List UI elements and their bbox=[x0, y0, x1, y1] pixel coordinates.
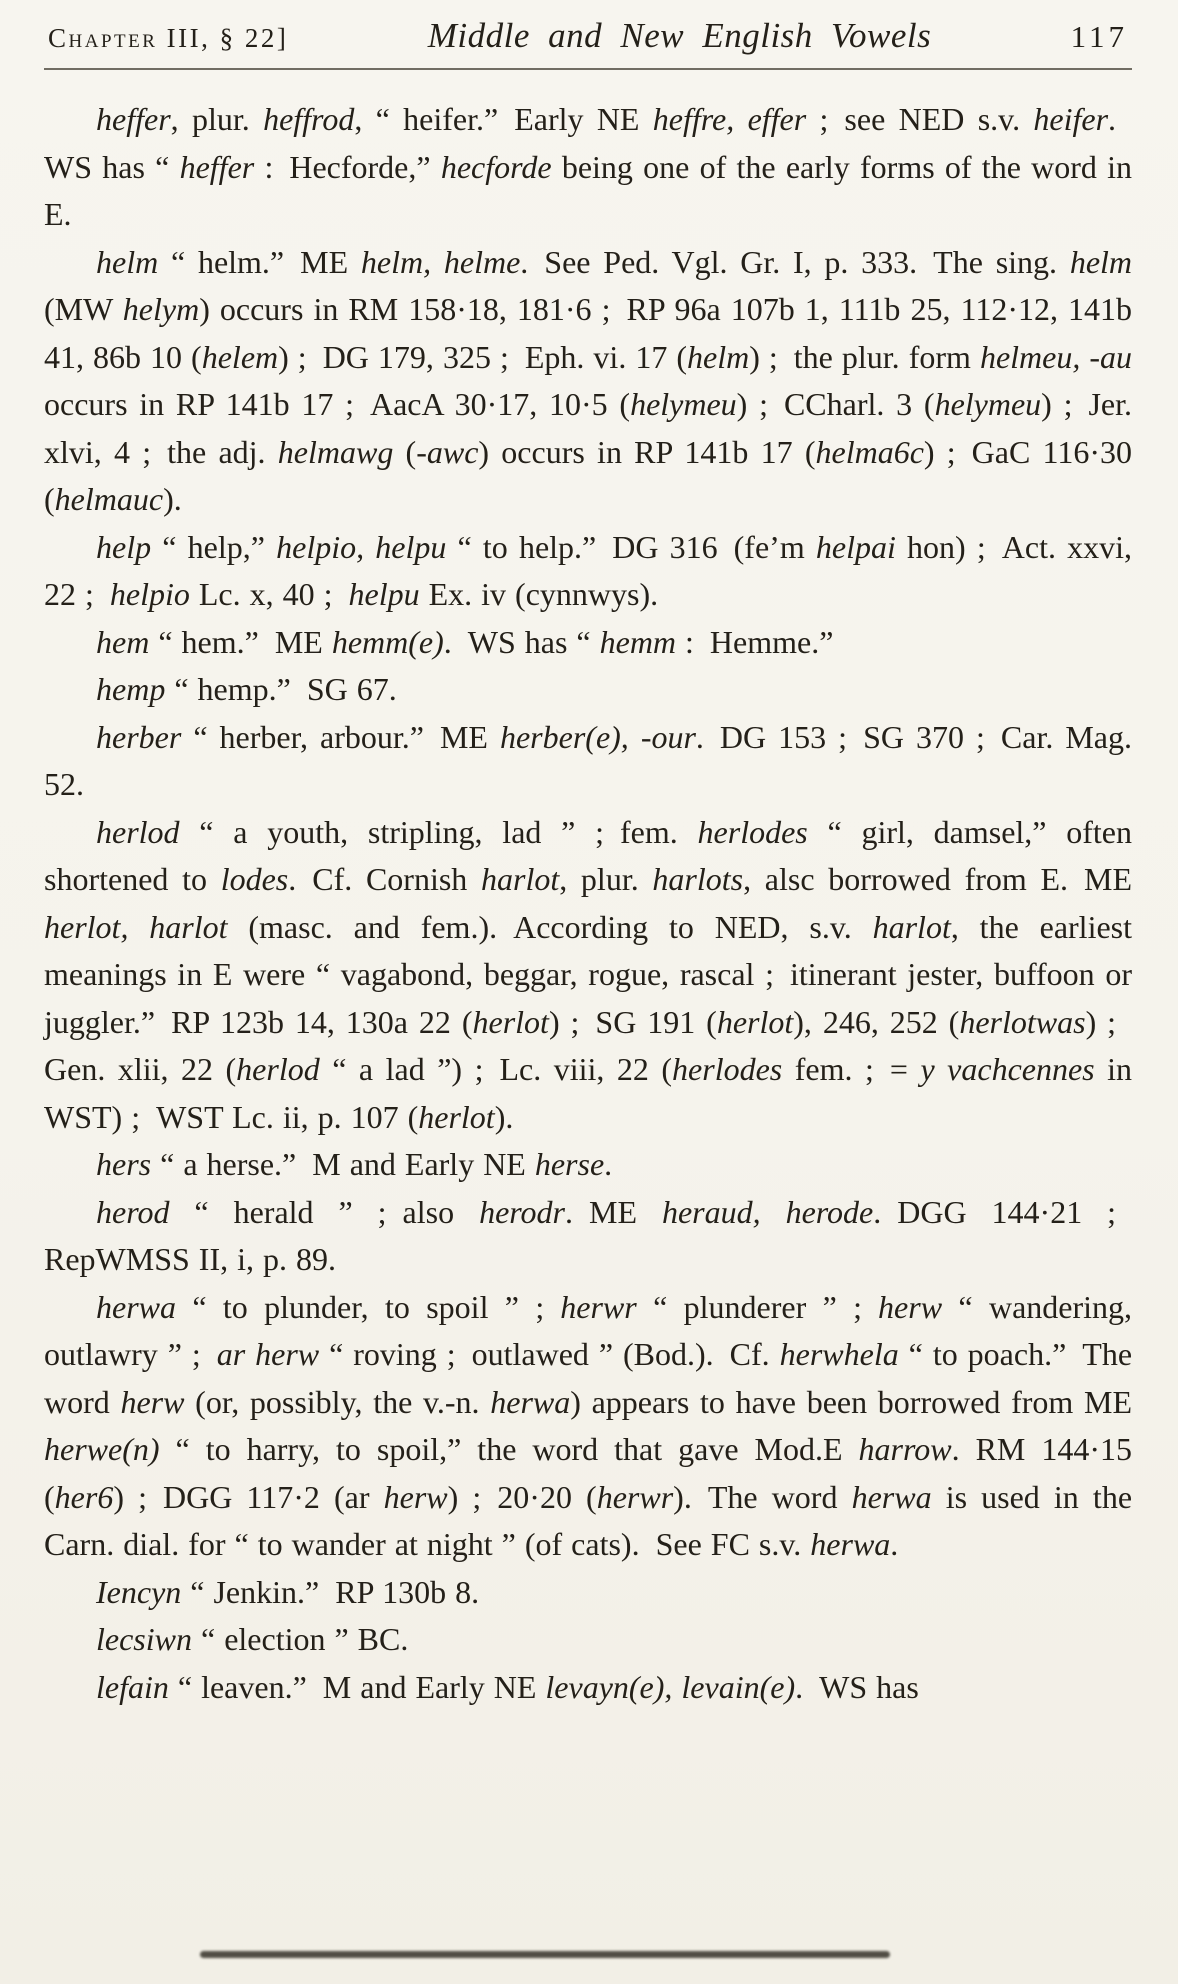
entry-headword: herber bbox=[96, 718, 182, 755]
text-segment: herwr bbox=[560, 1288, 637, 1325]
page-header bbox=[44, 16, 1132, 56]
text-segment: helmeu, -au bbox=[979, 338, 1133, 375]
text-segment: “ election ” BC. bbox=[191, 1621, 409, 1657]
text-segment: “ plunderer ” ; bbox=[636, 1288, 879, 1325]
text-segment: herlot bbox=[418, 1098, 495, 1135]
text-segment: ) ; Gen. xlii, 22 ( bbox=[44, 1003, 1133, 1087]
text-segment: herwa bbox=[810, 1526, 891, 1562]
text-segment: ( bbox=[393, 433, 417, 470]
text-segment: helm bbox=[687, 338, 750, 375]
text-segment: “ hem.” ME bbox=[149, 623, 332, 660]
text-segment: harlot bbox=[481, 861, 560, 897]
text-segment: being one of the early forms of the word in E. bbox=[44, 148, 1133, 232]
text-segment: “ to poach.” The word bbox=[44, 1336, 1133, 1420]
text-segment: “ a lad ”) ; Lc. viii, 22 ( bbox=[319, 1051, 673, 1087]
text-segment: helem bbox=[201, 338, 279, 375]
entry-paragraph bbox=[44, 619, 1132, 667]
text-segment: ) ; 20·20 ( bbox=[447, 1478, 597, 1515]
text-segment: Lc. x, 40 ; bbox=[189, 576, 349, 612]
text-segment: heffre, effer bbox=[652, 101, 807, 137]
entry-paragraph bbox=[44, 524, 1132, 619]
text-segment: ). The word bbox=[673, 1478, 852, 1515]
text-segment: helm bbox=[1069, 243, 1133, 280]
text-segment: heraud, herode bbox=[661, 1193, 874, 1230]
text-segment: -awc bbox=[416, 433, 479, 470]
text-segment: “ leaven.” M and Early NE bbox=[168, 1668, 546, 1705]
text-segment: ) ; GaC 116·30 ( bbox=[44, 433, 1133, 517]
text-segment: levayn(e), levain(e) bbox=[545, 1668, 796, 1705]
text-segment: herlot bbox=[472, 1003, 549, 1040]
text-segment: helym bbox=[122, 291, 200, 327]
entry-paragraph bbox=[44, 1569, 1132, 1617]
text-segment: (or, possibly, the v.-n. bbox=[184, 1383, 491, 1420]
text-segment: . WS has bbox=[795, 1668, 919, 1705]
chapter-heading: Chapter III, § 22] bbox=[48, 23, 289, 53]
text-segment: hon) ; Act. xxvi, 22 ; bbox=[44, 528, 1133, 612]
entry-paragraph bbox=[44, 1616, 1132, 1664]
text-segment: herodr bbox=[479, 1193, 565, 1230]
text-segment: helpai bbox=[815, 528, 896, 565]
text-segment: hemm(e) bbox=[331, 623, 444, 660]
text-segment: ) ; SG 191 ( bbox=[548, 1003, 717, 1040]
text-segment: “ hemp.” SG 67. bbox=[165, 671, 397, 707]
entry-headword: lefain bbox=[96, 1668, 169, 1705]
text-segment: y vachcennes bbox=[920, 1051, 1095, 1087]
entry-headword: hem bbox=[96, 623, 150, 660]
text-segment: hecforde bbox=[440, 148, 552, 185]
text-segment: . Cf. Cornish bbox=[288, 861, 481, 897]
text-segment: heffer bbox=[179, 148, 255, 185]
text-segment: “ a herse.” M and Early NE bbox=[151, 1146, 535, 1182]
entry-headword: herlod bbox=[96, 813, 180, 850]
header-rule bbox=[44, 68, 1132, 70]
text-segment: ). bbox=[494, 1098, 514, 1135]
text-segment: herwr bbox=[596, 1478, 674, 1515]
entry-headword: help bbox=[96, 528, 152, 565]
entry-paragraph bbox=[44, 1664, 1132, 1712]
text-segment: ar herw bbox=[216, 1336, 320, 1372]
text-segment: her6 bbox=[54, 1478, 114, 1515]
running-title: Middle and New English Vowels bbox=[427, 16, 932, 55]
text-segment: hemm bbox=[599, 623, 677, 660]
text-segment: ) ; the plur. form bbox=[749, 338, 980, 375]
text-segment: helmawg bbox=[277, 433, 394, 470]
text-segment: is used in the Carn. dial. for “ to wander at night ” (of cats). See FC s.v. bbox=[44, 1478, 1133, 1562]
text-segment: herse bbox=[534, 1146, 605, 1182]
text-segment: ) ; DGG 117·2 (ar bbox=[113, 1478, 384, 1515]
text-segment: herw bbox=[383, 1478, 448, 1515]
text-segment: helmauc bbox=[54, 481, 164, 517]
text-segment: herlod bbox=[236, 1051, 320, 1087]
text-segment: “ wandering, outlawry ” ; bbox=[44, 1288, 1133, 1372]
text-segment: . WS has “ bbox=[44, 101, 1133, 185]
text-segment: , the earliest meanings in E were “ vagabond, beggar, rogue, rascal ; itinerant jester, buffoon or juggler.” RP 123b 14, 130a 22 ( bbox=[44, 908, 1133, 1040]
text-segment: (MW bbox=[44, 291, 123, 327]
text-segment: helymeu bbox=[630, 386, 737, 422]
text-segment: helm, helme bbox=[360, 243, 521, 280]
entry-paragraph bbox=[44, 1189, 1132, 1284]
entry-paragraph bbox=[44, 1141, 1132, 1189]
entry-paragraph bbox=[44, 666, 1132, 714]
text-segment: (masc. and fem.). According to NED, s.v. bbox=[227, 908, 873, 945]
text-segment: : Hemme.” bbox=[676, 623, 834, 660]
text-segment: ; see NED s.v. bbox=[806, 101, 1034, 137]
text-segment: in WST) ; WST Lc. ii, p. 107 ( bbox=[44, 1051, 1133, 1135]
text-segment: herber(e), -our bbox=[499, 718, 696, 755]
text-segment: harrow bbox=[858, 1431, 952, 1467]
text-segment: “ girl, damsel,” often shortened to bbox=[44, 813, 1133, 897]
text-segment: “ a youth, stripling, lad ” ; fem. bbox=[179, 813, 698, 850]
text-body bbox=[44, 96, 1132, 1711]
text-segment: . bbox=[890, 1526, 899, 1562]
entry-headword: heffer bbox=[96, 101, 171, 137]
text-segment: herlodes bbox=[697, 813, 808, 850]
text-segment: lodes bbox=[220, 861, 289, 897]
entry-paragraph bbox=[44, 809, 1132, 1142]
text-segment: heffrod bbox=[263, 101, 355, 137]
text-segment: ) occurs in RM 158·18, 181·6 ; RP 96a 107b 1, 111b 25, 112·12, 141b 41, 86b 10 ( bbox=[44, 291, 1133, 375]
entry-headword: helm bbox=[96, 243, 159, 280]
entry-headword: herwa bbox=[96, 1288, 176, 1325]
text-segment: ) ; Jer. xlvi, 4 ; the adj. bbox=[44, 386, 1133, 470]
text-segment: . RM 144·15 ( bbox=[44, 1431, 1133, 1515]
page-number: 117 bbox=[1070, 19, 1128, 54]
scan-artifact-bar bbox=[200, 1951, 890, 1958]
text-segment: ) ; DG 179, 325 ; Eph. vi. 17 ( bbox=[278, 338, 688, 375]
text-segment: ) occurs in RP 141b 17 ( bbox=[478, 433, 816, 470]
text-segment: “ help,” bbox=[151, 528, 277, 565]
entry-headword: hemp bbox=[96, 671, 166, 707]
text-segment: helma6c bbox=[815, 433, 924, 470]
text-segment: helymeu bbox=[934, 386, 1042, 422]
text-segment: herlotwas bbox=[959, 1003, 1086, 1040]
text-segment: herlot bbox=[716, 1003, 794, 1040]
entry-headword: Iencyn bbox=[96, 1573, 182, 1610]
text-segment: herwhela bbox=[779, 1336, 899, 1372]
text-segment: “ to harry, to spoil,” the word that gave Mod.E bbox=[159, 1431, 859, 1467]
text-segment: “ helm.” ME bbox=[158, 243, 361, 280]
text-segment: ) ; CCharl. 3 ( bbox=[736, 386, 935, 422]
text-segment: . WS has “ bbox=[443, 623, 600, 660]
text-segment: “ herber, arbour.” ME bbox=[181, 718, 500, 755]
text-segment: “ herald ” ; also bbox=[169, 1193, 480, 1230]
text-segment: . bbox=[604, 1146, 613, 1182]
text-segment: harlots bbox=[652, 861, 744, 897]
text-segment: ) appears to have been borrowed from ME bbox=[570, 1383, 1133, 1420]
text-segment: “ to plunder, to spoil ” ; bbox=[176, 1288, 561, 1325]
text-segment: helpu bbox=[348, 576, 420, 612]
text-segment: , plur. bbox=[170, 101, 264, 137]
text-segment: “ roving ; outlawed ” (Bod.). Cf. bbox=[319, 1336, 780, 1372]
entry-paragraph bbox=[44, 239, 1132, 524]
text-segment: . DGG 144·21 ; RepWMSS II, i, p. 89. bbox=[44, 1193, 1133, 1277]
text-segment: . ME bbox=[564, 1193, 662, 1230]
text-segment: herwa bbox=[851, 1478, 932, 1515]
text-segment: harlot bbox=[872, 908, 951, 945]
text-segment: herwa bbox=[490, 1383, 571, 1420]
text-segment: heifer bbox=[1033, 101, 1109, 137]
text-segment: fem. ; = bbox=[782, 1051, 921, 1087]
text-segment: helpio bbox=[109, 576, 190, 612]
entry-headword: lecsiwn bbox=[96, 1621, 192, 1657]
text-segment: , plur. bbox=[559, 861, 653, 897]
text-segment: occurs in RP 141b 17 ; AacA 30·17, 10·5 ( bbox=[44, 386, 631, 422]
text-segment: herw bbox=[878, 1288, 943, 1325]
entry-headword: hers bbox=[96, 1146, 152, 1182]
text-segment: , “ heifer.” Early NE bbox=[354, 101, 653, 137]
entry-paragraph bbox=[44, 714, 1132, 809]
text-segment: “ Jenkin.” RP 130b 8. bbox=[181, 1573, 480, 1610]
text-segment: : Hecforde,” bbox=[254, 148, 441, 185]
text-segment: “ to help.” DG 316 (fe’m bbox=[446, 528, 816, 565]
text-segment: . DG 153 ; SG 370 ; Car. Mag. 52. bbox=[44, 718, 1132, 802]
text-segment: ). bbox=[163, 481, 182, 517]
text-segment: , alsc borrowed from E. ME bbox=[743, 861, 1133, 897]
text-segment: herlot, harlot bbox=[44, 908, 228, 945]
entry-headword: herod bbox=[96, 1193, 170, 1230]
text-segment: herw bbox=[120, 1383, 185, 1420]
text-segment: . See Ped. Vgl. Gr. I, p. 333. The sing. bbox=[520, 243, 1070, 280]
text-segment: herlodes bbox=[672, 1051, 783, 1087]
text-segment: helpio, helpu bbox=[276, 528, 447, 565]
entry-paragraph bbox=[44, 1284, 1132, 1569]
entry-paragraph bbox=[44, 96, 1132, 239]
text-segment: herwe(n) bbox=[44, 1431, 160, 1467]
text-segment: Ex. iv (cynnwys). bbox=[419, 576, 659, 612]
text-segment: ), 246, 252 ( bbox=[793, 1003, 960, 1040]
